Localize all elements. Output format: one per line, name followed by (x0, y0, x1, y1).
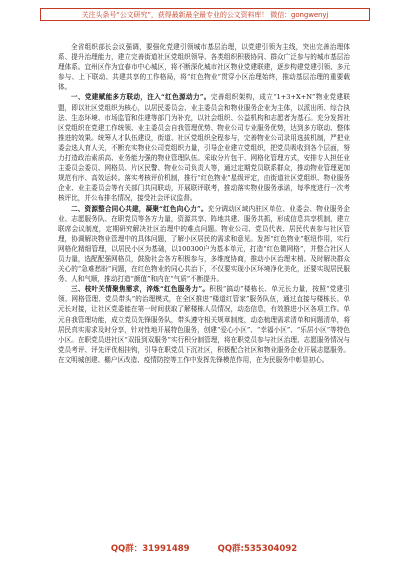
section-3-heading: 三、枝叶关情聚焦需求，淬炼“红色服务力”。 (71, 285, 210, 294)
section-2-heading: 二、资源整合同心共建，凝聚“红色向心力”。 (71, 204, 208, 213)
footer-contact (0, 542, 408, 554)
document-body (58, 42, 350, 365)
section-3 (58, 284, 350, 365)
section-3-body: 积极“搞动”楼栋长、单元长力量，按照“党建引领、网格管理、党员带头”的治理模式，在全区推进“楼道红管家”服务队伍，通过直接与楼栋长、单元长对接，让社区党委能在第一时间获取了解楼栋人员情况，动态信息，有效推进小区各项工作。单元自我管理功能，成立党员先锋服务队，带头遵守相关规章制度，动态梳理需求清单和问题清单，将居民真实需求及时分享，针对性地开展特色服务，创建“爱心小区”、“幸福小区”、“乐居小区”等特色小区。在职党员进社区“双报到双服务”实行积分制管理，将在职党员参与社区治理、志愿服务情况与党员考评、评先评优相挂钩，引导在职党员下沉社区，积极配合社区和物业服务企业开展志愿服务。在文明城创建、棚户区改造、疫情防控等工作中发挥先锋模范作用，在为民服务中彰显初心。 (58, 285, 350, 364)
footer-qq-group-2: QQ群:535304092 (217, 544, 298, 554)
footer-qq-group-1: QQ群：31991489 (110, 544, 190, 554)
section-1-body: 完善组织架构，成立“1+3+X+N”物业党建联盟，即以社区党组织为核心，以居民委员会、业主委员会和物业服务企业为主体，以派出所、综合执法、生态环境、市场监管和住建等部门为补充，以社会组织、公益机构和志愿者为基石。充分发挥社区党组织在党建工作统领、业主委员会自我管理优势、物业公司专业服务优势，达到多方联动、整体推进的效果。统筹人才队伍建设，街道、社区党组织全程参与，完善物业公司录用选拔机制，严把业委会选人育人关，不断充实物业公司党组织力量，引导企业建立党组织，把党员吸收到各个层面，努力打造政治素质高、业务能力强的物业管理队伍。采取分片包干、网格化管理方式，安排专人担任业主委员会委员、网格员、片区民警、物业公司负责人等，通过定期党员联系群众，推动物业管理更加规范有序、高效运转。落实考核评价机制，推行“红色物业”星级评定，由街道社区党组织、物业服务企业、业主委员会等有关部门共同联动，开展联评联考，推动落实物业服务承诺，每季度进行一次考核评比，并公布排名情况，接受社会评议监督。 (58, 93, 350, 203)
promo-banner: 关注头条号“公文研究”，获得最新最全最专业的公文资料库！ 微信：gongwenyj (40, 8, 370, 21)
section-2 (58, 204, 350, 285)
intro-paragraph: 全省组织部长会议强调，要强化党建引领城市基层治理，以党建引领为主线，突出完善治理体系、提升治理能力，建立完善街道社区党组织领导、各类组织积极协同、群众广泛参与的城市基层治理体系。宜州区作为宜春市中心城区，将不断深化城市社区物业党建联建，逐步构建党建引领、多元参与、上下联动、共建共享的工作格局，将“红色物业”贯穿小区治理始终，推动基层治理的重要载体。 (58, 43, 350, 92)
section-1-heading: 一、党建赋能多方联动，注入“红色源动力”。 (71, 93, 211, 102)
section-1 (58, 92, 350, 203)
section-2-body: 充分调动区域内驻区单位、业委会、物业服务企业、志愿服务队、在职党员等各方力量，资源共享、阵地共建、服务共抓，形成信息共享机制，建立联席会议制度，定期研究解决社区治理中的难点问题。物业公司、党员代表、居民代表参与社区管理，协调解决物业管理中的具体问题，了解小区居民的需求和意见。发挥“红色物业”枢纽作用，实行网格化精细管理，以居民小区为基础，以100300户为基本单元，打造“红色微网格”，并整合社区人员力量，选配配强网格员，鼓励社会各方积极参与，多维度协商，推动小区治理末梢。及时解决群众关心的“急难愁盼”问题，在红色物业的同心共治下，不仅要实现小区环境净化美化，还要实现居民服务、人和气顺，推动打造“颜值”和内在“气质”不断提升。 (58, 204, 350, 284)
